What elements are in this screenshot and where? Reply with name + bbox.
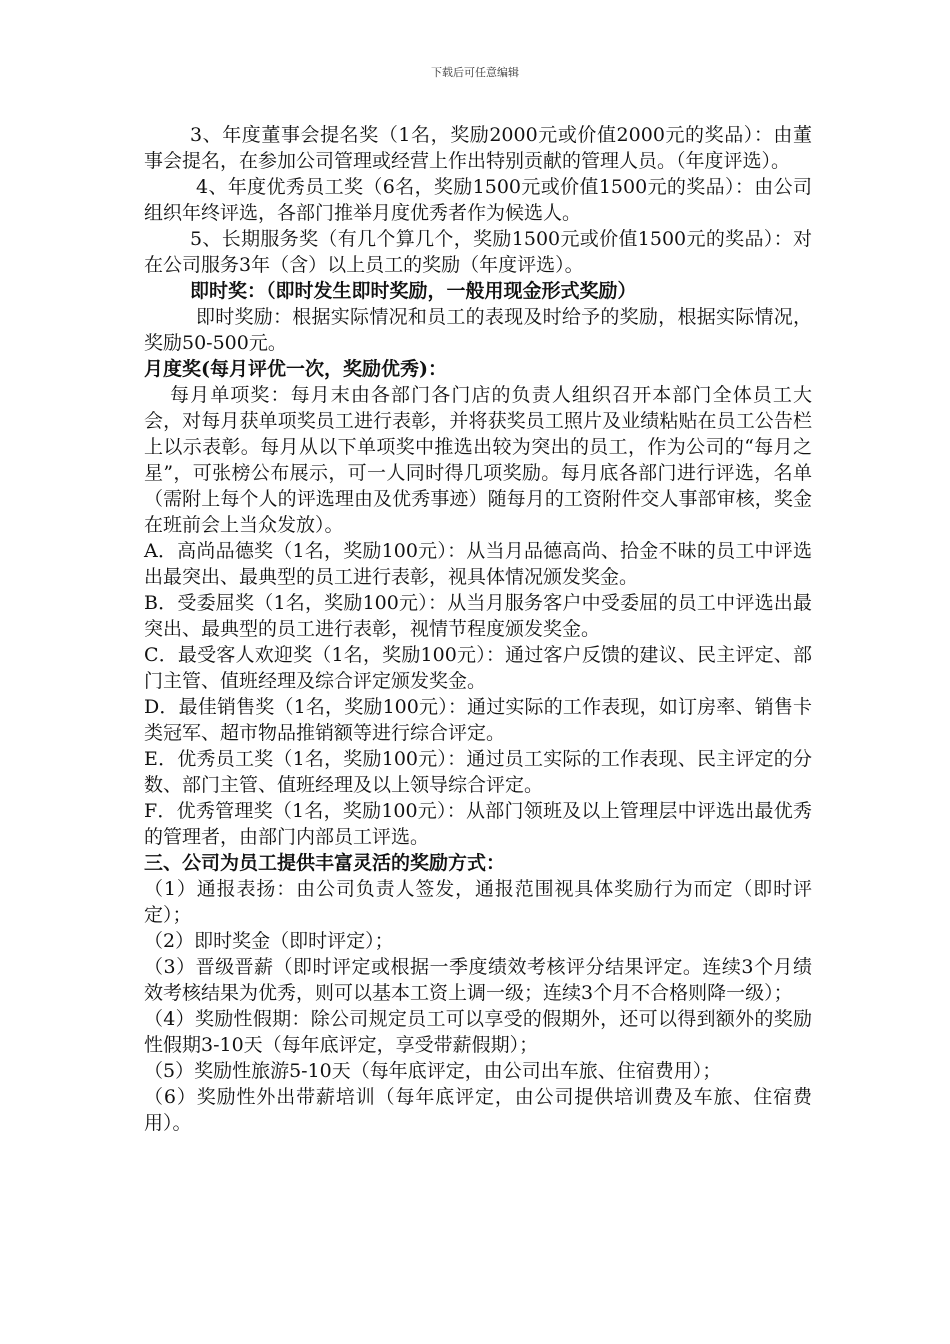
section-3-heading: 三、公司为员工提供丰富灵活的奖励方式： bbox=[144, 852, 506, 874]
award-d: D．最佳销售奖（1名，奖励100元）：通过实际的工作表现，如订房率、销售卡类冠军、超市物品推销额等进行综合评定。 bbox=[144, 696, 812, 744]
paragraph-annual-excellent-employee-award: 4、年度优秀员工奖（6名，奖励1500元或价值1500元的奖品）：由公司组织年终评选，各部门推举月度优秀者作为候选人。 bbox=[144, 176, 812, 224]
monthly-award-heading: 月度奖(每月评优一次，奖励优秀)： bbox=[144, 358, 447, 380]
paragraph-board-nomination-award: 3、年度董事会提名奖（1名，奖励2000元或价值2000元的奖品）：由董事会提名，在参加公司管理或经营上作出特别贡献的管理人员。（年度评选）。 bbox=[144, 124, 812, 172]
award-f: F．优秀管理奖（1名，奖励100元）：从部门领班及以上管理层中评选出最优秀的管理者，由部门内部员工评选。 bbox=[144, 800, 812, 848]
page-header: 下载后可任意编辑 bbox=[431, 66, 519, 79]
reward-method-6: （6）奖励性外出带薪培训（每年底评定，由公司提供培训费及车旅、住宿费用）。 bbox=[144, 1086, 812, 1134]
reward-method-4: （4）奖励性假期：除公司规定员工可以享受的假期外，还可以得到额外的奖励性假期3-10天（每年底评定，享受带薪假期）； bbox=[144, 1008, 812, 1056]
award-e: E．优秀员工奖（1名，奖励100元）：通过员工实际的工作表现、民主评定的分数、部门主管、值班经理及以上领导综合评定。 bbox=[144, 748, 812, 796]
reward-method-2: （2）即时奖金（即时评定）； bbox=[144, 930, 394, 952]
paragraph-long-service-award: 5、长期服务奖（有几个算几个，奖励1500元或价值1500元的奖品）：对在公司服务3年（含）以上员工的奖励（年度评选）。 bbox=[144, 228, 812, 276]
reward-method-1: （1）通报表扬：由公司负责人签发，通报范围视具体奖励行为而定（即时评定）； bbox=[144, 878, 812, 926]
reward-method-5: （5）奖励性旅游5-10天（每年底评定，由公司出车旅、住宿费用）； bbox=[144, 1060, 722, 1082]
reward-method-3: （3）晋级晋薪（即时评定或根据一季度绩效考核评分结果评定。连续3个月绩效考核结果为优秀，则可以基本工资上调一级；连续3个月不合格则降一级）； bbox=[144, 956, 812, 1004]
monthly-award-body: 每月单项奖：每月末由各部门各门店的负责人组织召开本部门全体员工大会，对每月获单项奖员工进行表彰，并将获奖员工照片及业绩粘贴在员工公告栏上以示表彰。每月从以下单项奖中推选出较为突出的员工，作为公司的“每月之星”，可张榜公布展示，可一人同时得几项奖励。每月底各部门进行评选，名单（需附上每个人的评选理由及优秀事迹）随每月的工资附件交人事部审核，奖金在班前会上当众发放）。 bbox=[144, 384, 812, 536]
instant-award-body: 即时奖励：根据实际情况和员工的表现及时给予的奖励，根据实际情况，奖励50-500元。 bbox=[144, 306, 812, 354]
award-a: A．高尚品德奖（1名，奖励100元）：从当月品德高尚、拾金不昧的员工中评选出最突出、最典型的员工进行表彰，视具体情况颁发奖金。 bbox=[144, 540, 812, 588]
award-c: C．最受客人欢迎奖（1名，奖励100元）：通过客户反馈的建议、民主评定、部门主管、值班经理及综合评定颁发奖金。 bbox=[144, 644, 812, 692]
instant-award-heading: 即时奖：（即时发生即时奖励，一般用现金形式奖励） bbox=[190, 280, 637, 302]
document-body bbox=[144, 122, 812, 1136]
award-b: B．受委屈奖（1名，奖励100元）：从当月服务客户中受委屈的员工中评选出最突出、最典型的员工进行表彰，视情节程度颁发奖金。 bbox=[144, 592, 812, 640]
